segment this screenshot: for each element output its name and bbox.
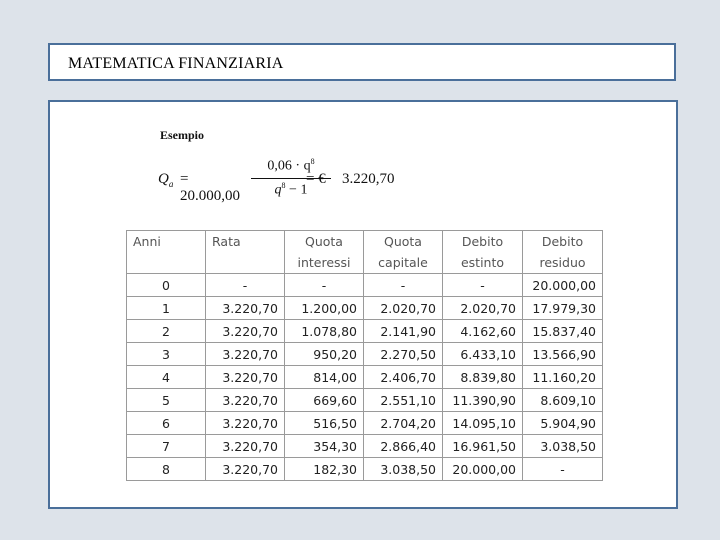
table-cell: 1.200,00 [285, 297, 364, 320]
table-cell: 950,20 [285, 343, 364, 366]
table-cell: 17.979,30 [523, 297, 603, 320]
table-cell: 2.141,90 [364, 320, 443, 343]
table-cell: 8.839,80 [443, 366, 523, 389]
column-header: capitale [364, 252, 443, 274]
table-cell: 3.220,70 [206, 458, 285, 481]
table-cell: - [206, 274, 285, 297]
table-cell: 2.551,10 [364, 389, 443, 412]
table-cell: 6 [127, 412, 206, 435]
table-cell: 11.390,90 [443, 389, 523, 412]
table-cell: 2.866,40 [364, 435, 443, 458]
table-cell: 13.566,90 [523, 343, 603, 366]
table-cell: 814,00 [285, 366, 364, 389]
formula-denominator: $q^8 - 1$ [274, 180, 308, 198]
table-cell: - [443, 274, 523, 297]
table-cell: 4.162,60 [443, 320, 523, 343]
table-cell: 15.837,40 [523, 320, 603, 343]
table-cell: 354,30 [285, 435, 364, 458]
table-cell: 3.220,70 [206, 435, 285, 458]
formula-result: 3.220,70 [342, 171, 395, 187]
table-cell: 1 [127, 297, 206, 320]
table-header-row [127, 231, 603, 253]
table-cell: 4 [127, 366, 206, 389]
column-header: estinto [443, 252, 523, 274]
table-cell: 0 [127, 274, 206, 297]
table-cell: 8.609,10 [523, 389, 603, 412]
table-cell: 669,60 [285, 389, 364, 412]
table-cell: 2.704,20 [364, 412, 443, 435]
table-cell: 2 [127, 320, 206, 343]
table-cell: 3 [127, 343, 206, 366]
table-cell: 182,30 [285, 458, 364, 481]
table-cell: 3.220,70 [206, 389, 285, 412]
table-row [127, 297, 603, 320]
table-row [127, 366, 603, 389]
column-header: Rata [206, 231, 285, 253]
table-cell: 20.000,00 [523, 274, 603, 297]
formula-principal: = 20.000,00 [180, 171, 240, 204]
table-cell: 3.038,50 [364, 458, 443, 481]
table-row [127, 458, 603, 481]
table-cell: 3.220,70 [206, 320, 285, 343]
column-header: Debito [523, 231, 603, 253]
table-body [127, 274, 603, 481]
column-header: Anni [127, 231, 206, 253]
table-cell: 3.220,70 [206, 412, 285, 435]
slide-title-box [48, 43, 676, 81]
table-cell: 1.078,80 [285, 320, 364, 343]
table-row [127, 320, 603, 343]
table-cell: 16.961,50 [443, 435, 523, 458]
table-cell: 5.904,90 [523, 412, 603, 435]
table-cell: 20.000,00 [443, 458, 523, 481]
table-cell: 8 [127, 458, 206, 481]
column-header: Quota [285, 231, 364, 253]
table-row [127, 343, 603, 366]
table-cell: - [523, 458, 603, 481]
column-header: interessi [285, 252, 364, 274]
table-cell: - [285, 274, 364, 297]
slide-content-box [48, 100, 678, 509]
formula-lhs: $Q_a$ [158, 171, 174, 189]
slide-title: MATEMATICA FINANZIARIA [68, 55, 284, 72]
column-header: Debito [443, 231, 523, 253]
table-cell: 3.220,70 [206, 343, 285, 366]
formula-currency: = € [306, 171, 326, 187]
table-cell: 2.270,50 [364, 343, 443, 366]
table-cell: 5 [127, 389, 206, 412]
table-cell: 7 [127, 435, 206, 458]
table-cell: 14.095,10 [443, 412, 523, 435]
table-cell: 2.020,70 [443, 297, 523, 320]
formula-numerator: $0,06 \cdot q^8$ [267, 157, 315, 174]
table-cell: 6.433,10 [443, 343, 523, 366]
table-row [127, 435, 603, 458]
table-cell: 2.406,70 [364, 366, 443, 389]
column-header: Quota [364, 231, 443, 253]
table-cell: 3.220,70 [206, 297, 285, 320]
table-row [127, 389, 603, 412]
amortization-table [126, 230, 603, 481]
table-row [127, 412, 603, 435]
table-cell: 516,50 [285, 412, 364, 435]
table-cell: 3.038,50 [523, 435, 603, 458]
table-cell: 11.160,20 [523, 366, 603, 389]
column-header [127, 252, 206, 274]
column-header [206, 252, 285, 274]
table-cell: 2.020,70 [364, 297, 443, 320]
table-row [127, 274, 603, 297]
example-label: Esempio [160, 128, 205, 142]
table-header-row [127, 252, 603, 274]
column-header: residuo [523, 252, 603, 274]
table-cell: 3.220,70 [206, 366, 285, 389]
table-cell: - [364, 274, 443, 297]
